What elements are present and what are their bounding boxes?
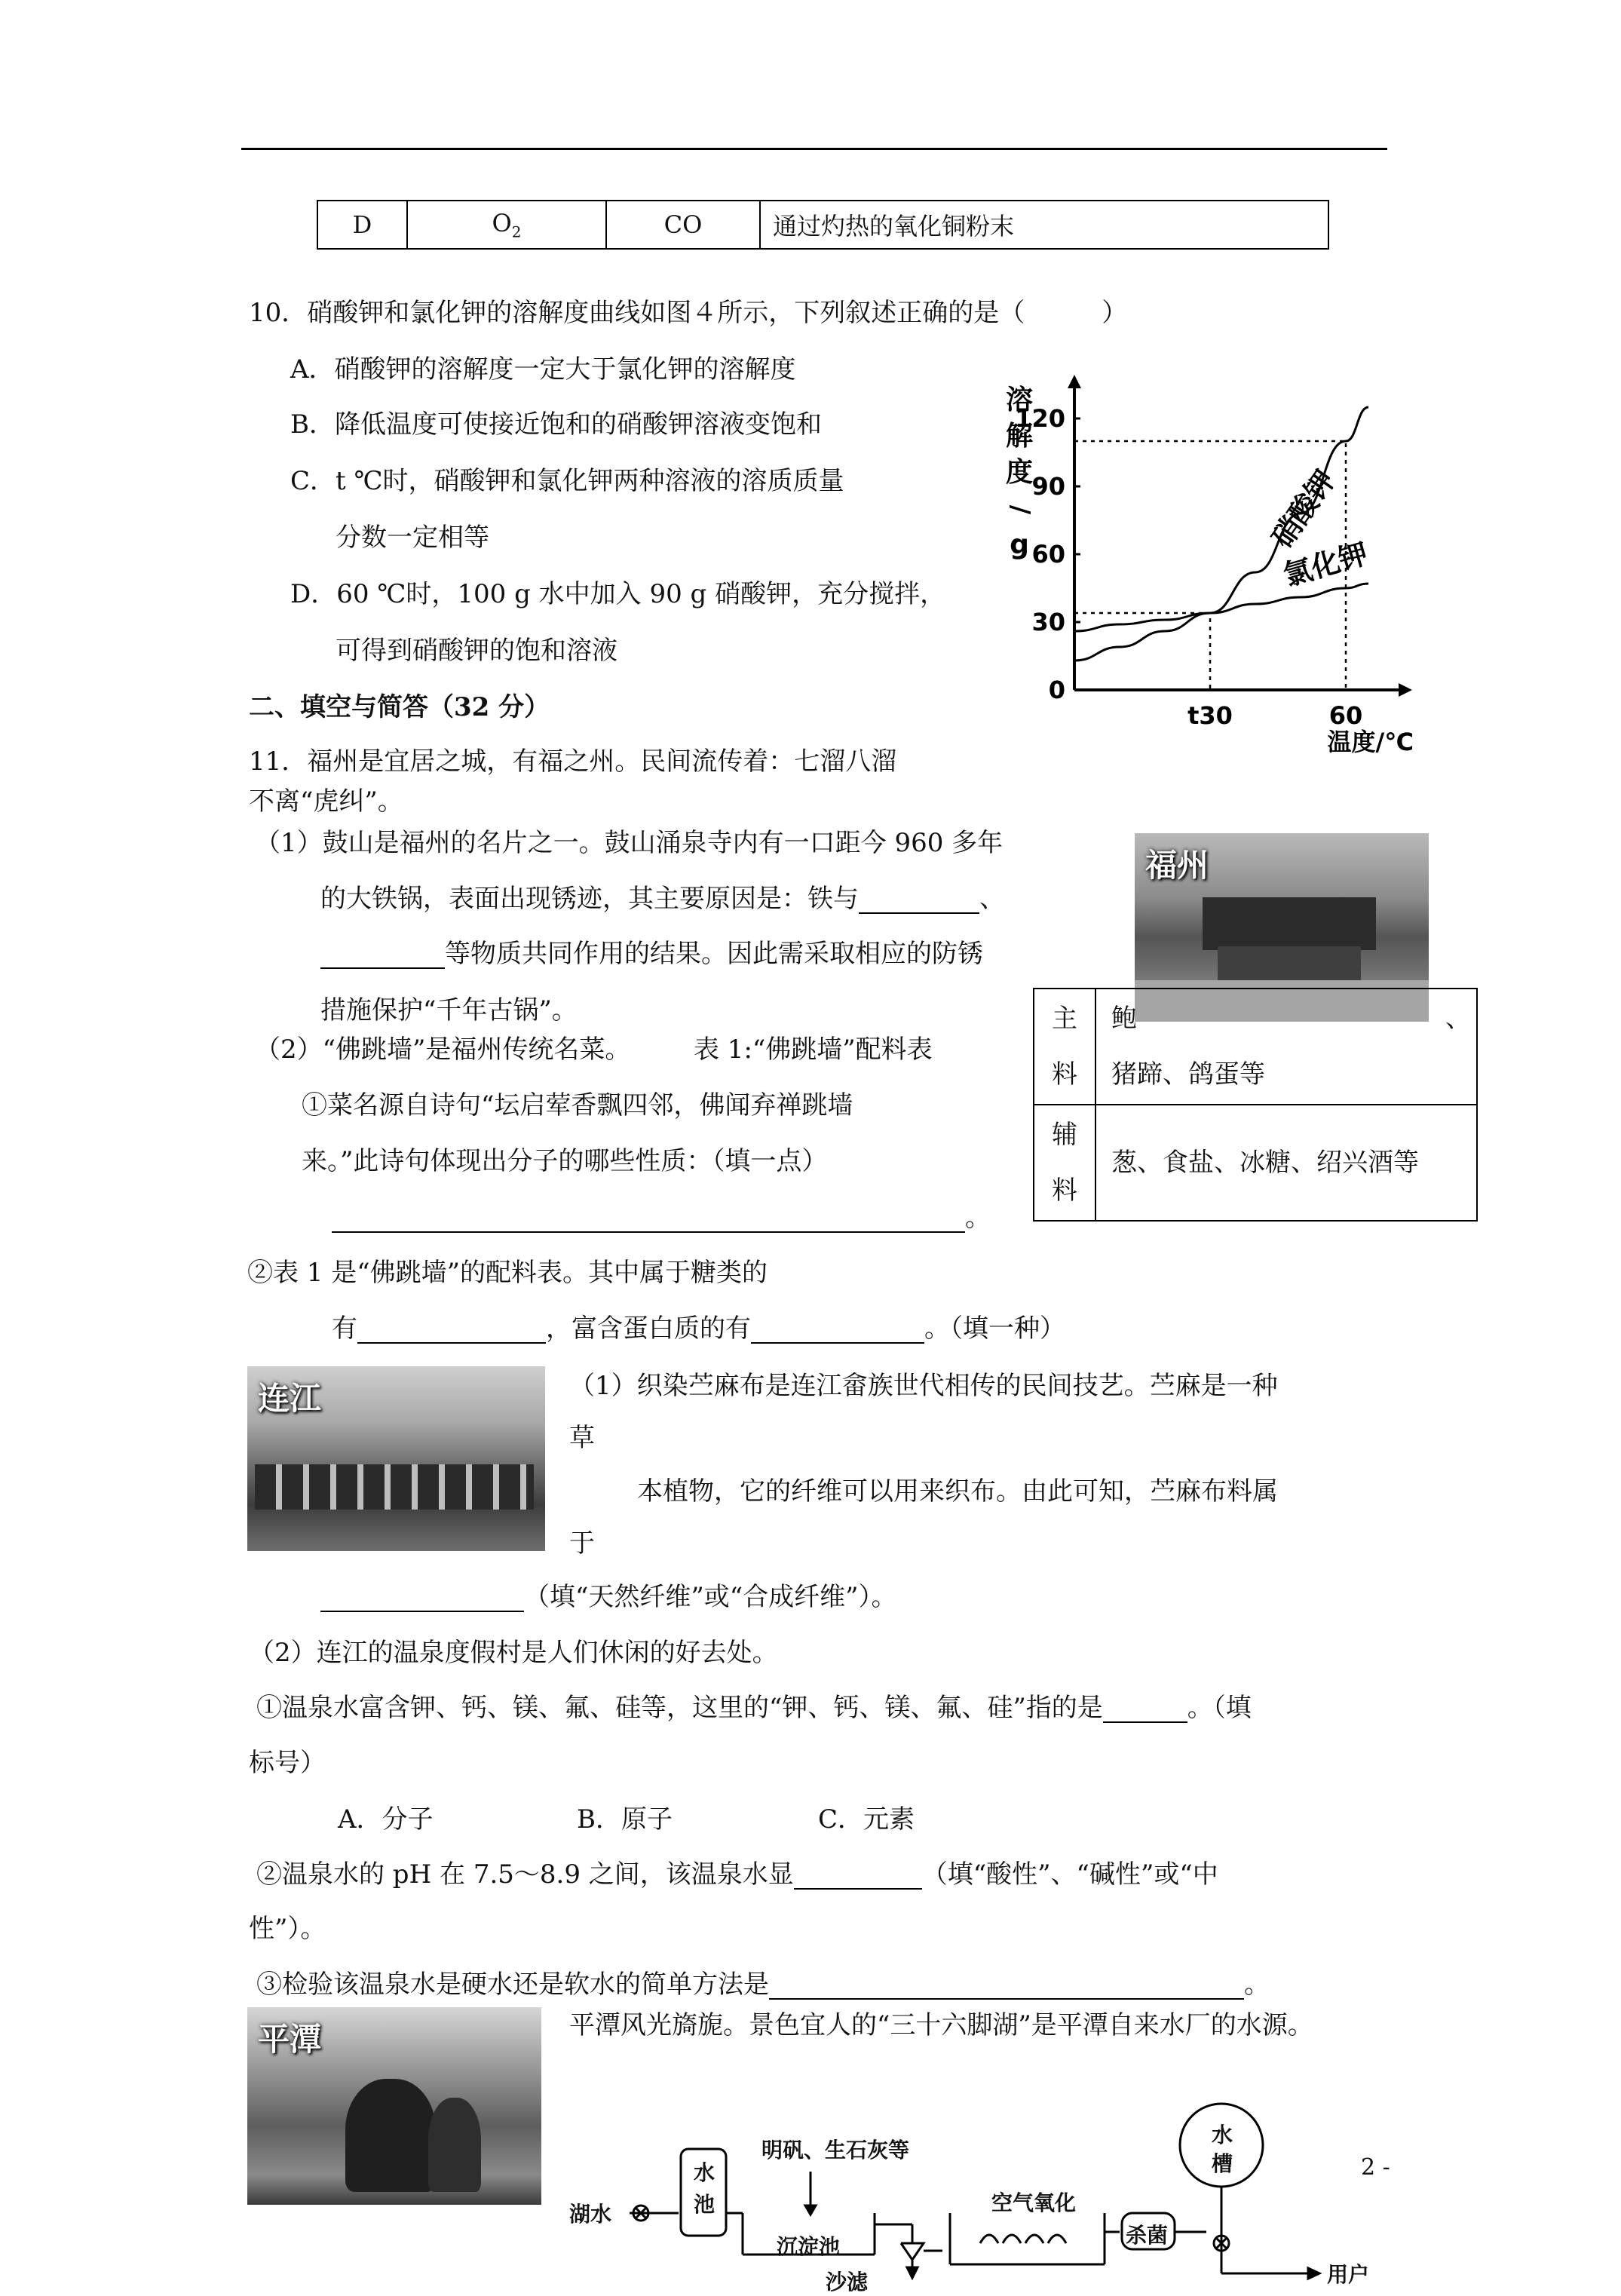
x-axis-label: 温度/℃	[1327, 728, 1414, 756]
flow-pool-label-1: 水	[694, 2160, 716, 2185]
table-cell: 辅料	[1034, 1105, 1095, 1221]
answer-blank[interactable]	[769, 1998, 1244, 2000]
flow-settle-label: 沉淀池	[777, 2234, 841, 2259]
q11-part1: （1）鼓山是福州的名片之一。鼓山涌泉寺内有一口距今 960 多年	[255, 828, 1004, 858]
flow-lake-label: 湖水	[569, 2202, 612, 2227]
choice-a: A．分子	[338, 1804, 434, 1835]
q11-part2-1-cont: 来。”此诗句体现出分子的哪些性质：（填一点）	[302, 1146, 828, 1176]
table-row	[1034, 989, 1477, 1105]
q11-part2-1-answer: 。	[332, 1203, 991, 1233]
table-caption: 表 1:“佛跳墙”配料表	[694, 1035, 933, 1065]
y-tick-label: 90	[1031, 472, 1065, 501]
lianjiang-part2-2: ②温泉水的 pH 在 7.5～8.9 之间，该温泉水显 （填“酸性”、“碱性”或“中	[256, 1859, 1218, 1890]
q10-option-d: D．60 ℃时，100 g 水中加入 90 g 硝酸钾，充分搅拌，	[290, 579, 946, 609]
photo-label: 平潭	[258, 2021, 322, 2058]
table-cell: 主料	[1034, 989, 1095, 1105]
flow-tank-label-2: 槽	[1212, 2151, 1233, 2176]
q10-stem: 10．硝酸钾和氯化钾的溶解度曲线如图４所示，下列叙述正确的是（ ）	[249, 298, 1128, 328]
photo-label: 连江	[258, 1380, 322, 1417]
answer-blank[interactable]	[320, 1611, 524, 1612]
y-axis-label-char: g	[1010, 529, 1029, 560]
answer-blank[interactable]	[320, 967, 445, 969]
boats	[255, 1464, 534, 1510]
x-tick-label: t30	[1187, 701, 1233, 730]
answer-blank[interactable]	[1103, 1721, 1187, 1723]
lianjiang-part1: （1）织染苎麻布是连江畲族世代相传的民间技艺。苎麻是一种	[569, 1371, 1278, 1401]
y-tick-label: 0	[1048, 676, 1065, 704]
y-axis-arrow	[1068, 375, 1081, 388]
q11-stem: 11．福州是宜居之城，有福之州。民间流传着：七溜八溜	[249, 746, 897, 777]
flow-tank-label-1: 水	[1212, 2123, 1233, 2147]
y-axis-label-char: 解	[1005, 421, 1034, 452]
temple-roof	[1203, 897, 1376, 950]
table-cell: $O_2$	[407, 201, 606, 249]
choice-b: B．原子	[577, 1804, 673, 1835]
table-row	[1034, 1105, 1477, 1221]
q10-option-c-cont: 分数一定相等	[336, 523, 489, 553]
q10-option-b: B．降低温度可使接近饱和的硝酸钾溶液变饱和	[290, 409, 822, 440]
x-axis-arrow	[1399, 683, 1412, 697]
lianjiang-part2: （2）连江的温泉度假村是人们休闲的好去处。	[249, 1638, 778, 1668]
section-heading: 二、填空与简答（32 分）	[249, 692, 550, 722]
table-cell: 葱、食盐、冰糖、绍兴酒等	[1095, 1105, 1477, 1221]
q11-stem-cont: 不离“虎纠”。	[249, 786, 403, 817]
pingtan-photo	[247, 2007, 541, 2205]
table-cell: CO	[606, 201, 760, 249]
rock-left	[345, 2079, 436, 2192]
flow-additives-label: 明矾、生石灰等	[761, 2138, 910, 2163]
pingtan-text: 平潭风光旖旎。景色宜人的“三十六脚湖”是平潭自来水厂的水源。	[569, 2010, 1313, 2040]
header-rule	[241, 148, 1387, 150]
flow-sand-label: 沙滤	[826, 2270, 869, 2294]
series-label-kcl: 氯化钾	[1279, 536, 1372, 593]
reference-line-t	[1074, 613, 1210, 690]
answer-blank[interactable]	[751, 1342, 924, 1344]
page-number: 2 -	[1361, 2154, 1390, 2181]
lianjiang-part2-2-cont: 性”）。	[249, 1914, 326, 1944]
series-label-kno3: 硝酸钾	[1265, 464, 1342, 554]
q10-option-c: C．t ℃时，硝酸钾和氯化钾两种溶液的溶质质量	[290, 466, 844, 496]
q11-part2-1: ①菜名源自诗句“坛启荤香飘四邻，佛闻弃禅跳墙	[302, 1090, 853, 1120]
table-row	[317, 201, 1328, 249]
option-table	[317, 200, 1329, 250]
q11-part2-2-cont: 有 ，富含蛋白质的有 。（填一种）	[332, 1314, 1065, 1344]
y-axis-label-char: 溶	[1005, 385, 1034, 415]
q11-part2: （2）“佛跳墙”是福州传统名菜。	[255, 1035, 631, 1065]
q10-option-d-cont: 可得到硝酸钾的饱和溶液	[336, 636, 617, 666]
flow-user-label: 用户	[1327, 2262, 1370, 2287]
temple-hall	[1218, 946, 1361, 980]
lianjiang-photo	[247, 1366, 545, 1551]
lianjiang-part1-wrap2: 于	[569, 1528, 595, 1559]
answer-blank[interactable]	[332, 1231, 965, 1233]
photo-label: 福州	[1145, 847, 1209, 884]
flow-sterilize-label: 杀菌	[1126, 2223, 1169, 2248]
series-line-0	[1074, 407, 1368, 661]
y-tick-label: 30	[1031, 608, 1065, 636]
ingredient-table	[1033, 988, 1478, 1222]
lianjiang-part2-3: ③检验该温泉水是硬水还是软水的简单方法是 。	[256, 1970, 1270, 2000]
lianjiang-part1-line2: 本植物，它的纤维可以用来织布。由此可知，苎麻布料属	[637, 1476, 1278, 1507]
lianjiang-part1-wrap: 草	[569, 1423, 595, 1453]
water-treatment-diagram	[558, 2092, 1372, 2290]
table-cell: 鲍 、 猪蹄、鸽蛋等	[1095, 989, 1477, 1105]
answer-blank[interactable]	[859, 912, 979, 914]
y-axis-label-char: 度	[1005, 457, 1034, 488]
y-tick-label: 120	[1015, 404, 1065, 433]
rock-right	[428, 2098, 481, 2192]
q10-option-a: A．硝酸钾的溶解度一定大于氯化钾的溶解度	[290, 354, 796, 385]
answer-blank[interactable]	[794, 1888, 922, 1890]
q11-part2-2: ②表 1 是“佛跳墙”的配料表。其中属于糖类的	[247, 1258, 768, 1288]
table-cell: D	[317, 201, 407, 249]
lianjiang-part2-1: ①温泉水富含钾、钙、镁、氟、硅等，这里的“钾、钙、镁、氟、硅”指的是 。（填	[256, 1693, 1252, 1723]
y-axis-label-char: /	[1005, 504, 1035, 515]
q11-part1-line2: 的大铁锅，表面出现锈迹，其主要原因是：铁与 、	[320, 884, 1005, 914]
lianjiang-part2-1-cont: 标号）	[249, 1748, 326, 1778]
answer-blank[interactable]	[357, 1342, 546, 1344]
q11-part1-line4: 措施保护“千年古锅”。	[320, 995, 578, 1025]
table-cell: 通过灼热的氧化铜粉末	[760, 201, 1328, 249]
flow-oxidize-label: 空气氧化	[991, 2190, 1077, 2215]
y-tick-label: 60	[1031, 540, 1065, 569]
flow-pool-label-2: 池	[694, 2192, 716, 2217]
q11-part1-line3: 等物质共同作用的结果。因此需采取相应的防锈	[320, 939, 983, 969]
lianjiang-part1-answer: （填“天然纤维”或“合成纤维”）。	[320, 1582, 897, 1612]
x-tick-label: 60	[1328, 701, 1363, 730]
choice-c: C．元素	[818, 1804, 915, 1835]
solubility-chart	[980, 369, 1414, 756]
